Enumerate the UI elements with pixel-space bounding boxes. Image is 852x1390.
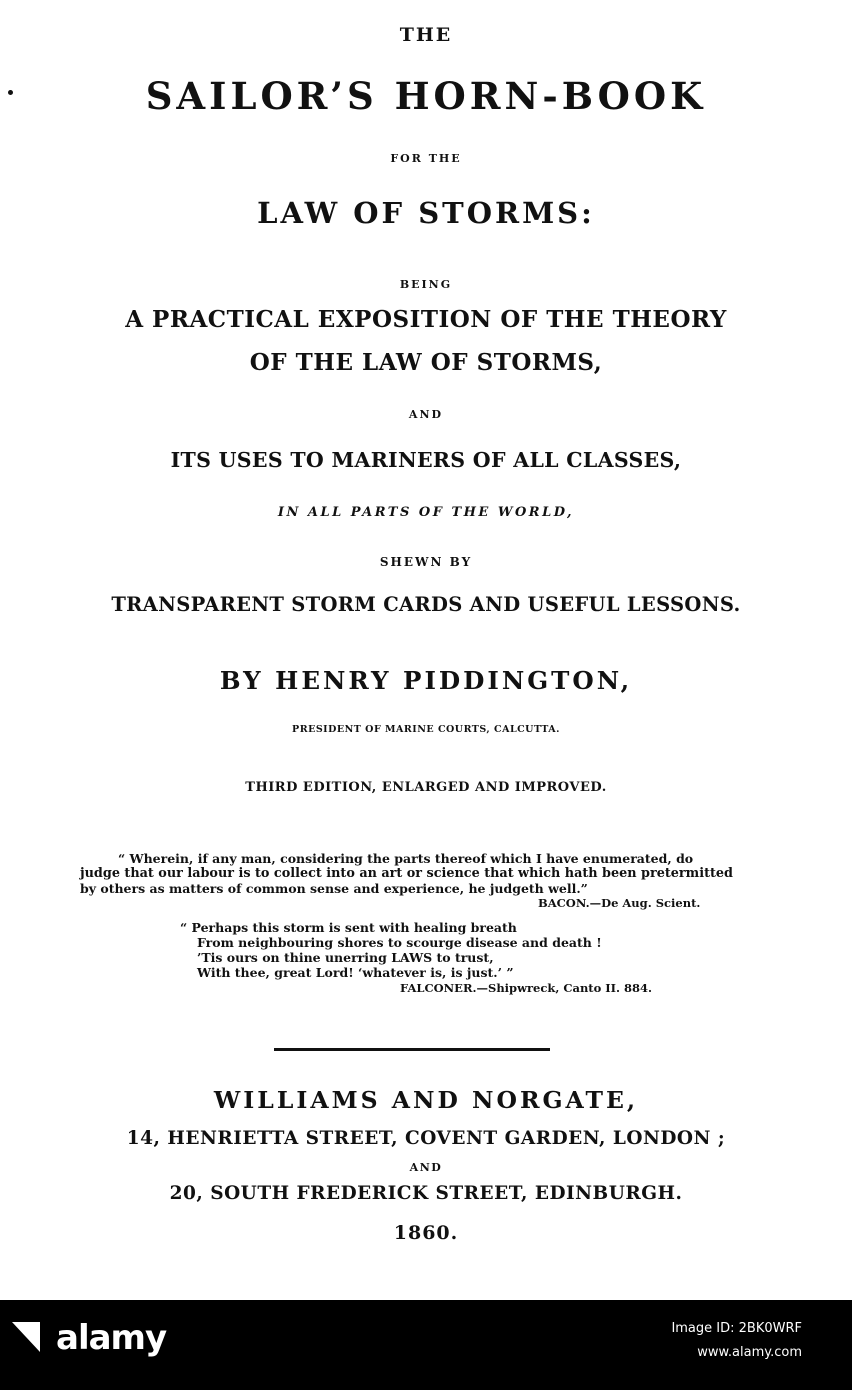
subtitle-line-2: OF THE LAW OF STORMS, — [249, 349, 603, 376]
alamy-logo-icon — [12, 1322, 40, 1352]
publisher-name: WILLIAMS AND NORGATE, — [213, 1086, 639, 1114]
falconer-attribution: FALCONER.—Shipwreck, Canto II. 884. — [400, 981, 653, 995]
edition-line: THIRD EDITION, ENLARGED AND IMPROVED. — [245, 780, 607, 795]
divider-rule — [274, 1048, 550, 1051]
alamy-logo-text: alamy — [56, 1318, 167, 1358]
author-title: PRESIDENT OF MARINE COURTS, CALCUTTA. — [292, 724, 560, 735]
site-url: www.alamy.com — [697, 1345, 802, 1360]
publication-year: 1860. — [393, 1222, 459, 1244]
edinburgh-address: 20, SOUTH FREDERICK STREET, EDINBURGH. — [169, 1183, 683, 1204]
title-the: THE — [399, 24, 453, 46]
image-id-label: Image ID: 2BK0WRF — [671, 1321, 802, 1336]
falconer-quote-line: With thee, great Lord! ‘whatever is, is just.’ ” — [197, 965, 514, 980]
and-line: AND — [408, 408, 444, 421]
falconer-quote-line: From neighbouring shores to scourge disease and death ! — [197, 935, 602, 950]
falconer-quote-line: ’Tis ours on thine unerring LAWS to trust, — [197, 950, 494, 965]
main-title: SAILOR’S HORN-BOOK — [145, 74, 707, 118]
bacon-quote-line: judge that our labour is to collect into an art or science that which hath been pretermitted — [80, 866, 733, 881]
being-line: BEING — [399, 278, 453, 291]
bacon-quote-line: by others as matters of common sense and experience, he judgeth well.” — [80, 881, 588, 896]
london-address: 14, HENRIETTA STREET, COVENT GARDEN, LONDON ; — [126, 1128, 726, 1149]
shewn-by-line: SHEWN BY — [379, 555, 473, 569]
for-the-line: FOR THE — [390, 152, 462, 165]
uses-line: ITS USES TO MARINERS OF ALL CLASSES, — [170, 448, 682, 472]
storm-cards-line: TRANSPARENT STORM CARDS AND USEFUL LESSONS. — [111, 593, 741, 616]
parts-line: IN ALL PARTS OF THE WORLD, — [277, 505, 575, 520]
imprint-and: AND — [409, 1161, 443, 1174]
author-line: BY HENRY PIDDINGTON, — [219, 666, 633, 695]
subtitle-line-1: A PRACTICAL EXPOSITION OF THE THEORY — [125, 306, 727, 333]
bacon-quote-line: “ Wherein, if any man, considering the parts thereof which I have enumerated, do — [118, 851, 694, 866]
falconer-quote-line: “ Perhaps this storm is sent with healing breath — [180, 920, 517, 935]
bacon-attribution: BACON.—De Aug. Scient. — [538, 896, 701, 910]
law-of-storms-title: LAW OF STORMS: — [257, 196, 595, 230]
